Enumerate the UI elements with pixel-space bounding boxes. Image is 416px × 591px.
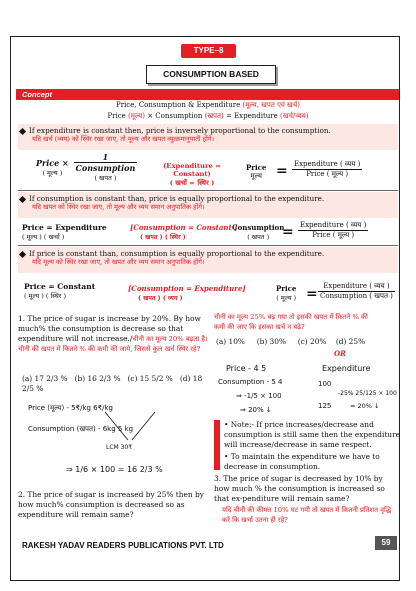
eq3-num: Expenditure ( व्यय ): [318, 282, 395, 292]
eq3-l-hi: ( मूल्य ) ( स्थिर ): [24, 292, 66, 300]
f2-cons: × Consumption: [147, 112, 203, 120]
eq3-den: Consumption ( खपत ): [320, 292, 393, 300]
q2-opt-c: (c) 20%: [297, 337, 327, 346]
question-1: [18, 314, 208, 354]
bullet3-hi: यदि मूल्य को स्थिर रखा जाए, तो खपत और व्यय समान अनुपातिक होंगे।: [32, 258, 205, 266]
q1-options: [22, 374, 212, 394]
eq3-mid-hi: ( खपत ) ( व्यय ): [138, 295, 183, 302]
or-label: OR: [334, 349, 346, 358]
formula1-en: Price, Consumption & Expenditure: [116, 101, 241, 109]
f2-exp-hi: (खर्च/व्यय): [280, 112, 309, 120]
diamond-bullet-icon: [19, 195, 26, 202]
eq2-mid: [130, 223, 237, 241]
eq1-equals: =: [276, 163, 288, 179]
concept-label: Concept: [22, 90, 52, 99]
bullet-3: [20, 249, 392, 267]
q1-opt-d: (d) 18 2/5 %: [22, 374, 203, 393]
f2-cons-hi: (खपत): [204, 112, 224, 120]
question-3: 3. The price of sugar is decreased by 10% by how much % the consumption is increased so that ex-penditure will remain same?: [214, 474, 385, 503]
eq2-fraction: [298, 221, 368, 240]
question-2: 2. The price of sugar is increased by 25% then by how much% consumption is decreased so as expenditure will remain same?: [18, 490, 204, 519]
f2-price-hi: (मूल्य): [128, 112, 145, 120]
eq1-r-price: Price: [246, 163, 267, 172]
handwritten-125: 125: [318, 402, 332, 410]
eq2-left: [22, 223, 107, 241]
q2-options: [216, 337, 402, 347]
eq2-l: Price = Expenditure: [22, 223, 107, 232]
eq1-price-hi: ( मूल्य ): [42, 168, 63, 177]
q2-opt-d: (d) 25%: [335, 337, 366, 346]
diamond-bullet-icon: [19, 250, 26, 257]
eq2-num: Expenditure ( व्यय ): [300, 221, 367, 229]
eq3-right-label: [276, 284, 296, 302]
bullet-2: [20, 194, 392, 212]
formula1-hi: (मूल्य, खपत एवं खर्च): [242, 101, 300, 109]
bullet2-hi: यदि खपत को स्थिर रखा जाए, तो मूल्य और व्यय समान अनुपातिक होंगे।: [32, 203, 205, 211]
eq1-cons-hi: ( खपत ): [94, 174, 117, 182]
eq2-mid-hi: ( खपत ) ( स्थिर ): [140, 234, 186, 241]
bullet3-en: If price is constant than, consumption is equally proportional to the expenditure.: [29, 249, 325, 258]
f2-exp: = Expenditure: [225, 112, 278, 120]
eq1-fraction: [292, 160, 362, 179]
handwritten-consumption-2: Consumption - 5 4: [218, 378, 283, 386]
bullet1-en: If expenditure is constant then, price is inversely proportional to the consumption.: [29, 126, 331, 135]
type-badge: TYPE–8: [181, 44, 236, 58]
q1-hi: चीनी का मूल्य 20% बढ़ता है। चीनी की खपत में कितने % की कमी की जाये, जिससे कुल खर्च स्थिर रहे?: [18, 335, 208, 353]
handwritten-answer: ⇒ 1/6 × 100 = 16 2/3 %: [66, 465, 163, 474]
eq3-l: Price = Constant: [24, 282, 96, 291]
q1-opt-c: (c) 15 5/2 %: [127, 374, 173, 383]
eq1-r-price-hi: मूल्य: [250, 172, 262, 180]
handwritten-100: 100: [318, 380, 332, 388]
note-block: [224, 420, 400, 472]
eq1-price: Price ×: [36, 157, 69, 168]
handwritten-price-2: Price - 4 5: [226, 364, 267, 373]
note-1: • Note:- If price increases/decrease and consumption is still same then the expenditure will increase/decrease in same respect.: [224, 420, 400, 449]
eq1-den: Price ( मूल्य ): [306, 170, 349, 178]
eq3-left: [24, 282, 95, 300]
eq2-den: Price ( मूल्य ): [312, 231, 355, 239]
eq3-equals: =: [306, 286, 318, 302]
eq3-r: Price: [276, 284, 297, 293]
eq1-right-label: [246, 163, 266, 181]
note-2: • To maintain the expenditure we have to decrease in consumption.: [224, 452, 380, 471]
eq3-r-hi: ( मूल्य ): [276, 294, 297, 302]
handwritten-calc: -25% 25/125 × 100: [338, 390, 397, 397]
eq2-right-label: [232, 223, 284, 241]
handwritten-result: = 20% ↓: [350, 402, 380, 410]
eq1-cons: Consumption: [75, 163, 136, 173]
eq2-r-hi: ( खपत ): [247, 233, 270, 241]
bullet1-hi: यदि खर्च (व्यय) को स्थिर रखा जाए, तो मूल्य और खपत व्युत्क्रमानुपाती होंगे।: [32, 135, 215, 143]
divider: [18, 245, 398, 246]
eq1-mid-hi: ( खर्चो = स्थिर ): [169, 179, 215, 187]
q1-en: 1. The price of sugar is increase by 20%. By how much% the consumption is decrease so that expenditure will not increase./: [18, 314, 201, 343]
q2-hi-line1: चीनी का मूल्य 25% बढ़ गया तो इसकी खपत में कितने % की: [214, 313, 368, 321]
eq2-mid-en: [Consumption = Constant ]: [130, 223, 238, 232]
bullet-1: [20, 126, 392, 144]
eq2-l-hi: ( मूल्य ) ( खर्चा ): [22, 233, 65, 241]
q1-opt-b: (b) 16 2/3 %: [74, 374, 121, 383]
eq1-one: 1: [74, 152, 138, 163]
eq1-left: [36, 152, 137, 182]
handwritten-lcm: LCM 30₹: [106, 444, 133, 451]
page-number: 59: [375, 536, 397, 550]
handwritten-step-1: ⇒ -1/5 × 100: [236, 392, 282, 400]
formula-line-2: [0, 112, 416, 121]
eq1-mid: [146, 162, 238, 187]
handwritten-consumption: Consumption (खपत) - 6kg 5 kg: [28, 425, 134, 433]
formula-line-1: [0, 101, 416, 110]
footer-publisher: RAKESH YADAV READERS PUBLICATIONS PVT. LTD: [22, 541, 224, 550]
q1-opt-a: (a) 17 2/3 %: [22, 374, 68, 383]
eq3-fraction: [318, 282, 395, 301]
q2-opt-b: (b) 30%: [256, 337, 286, 346]
f2-price: Price: [107, 112, 126, 120]
section-title: CONSUMPTION BASED: [146, 65, 276, 84]
note-accent-bar: [214, 420, 220, 470]
diamond-bullet-icon: [19, 127, 26, 134]
divider: [18, 190, 398, 191]
eq1-num: Expenditure ( व्यय ): [294, 160, 361, 168]
q2-hi-line2: कमी की जाए कि इसका खर्च न बढ़े?: [214, 323, 305, 331]
eq3-mid: [128, 284, 246, 302]
eq1-mid-en: (Expenditure = Constant): [163, 162, 221, 178]
q2-hindi: [214, 312, 400, 332]
cross-arrows-icon: [100, 410, 160, 444]
handwritten-step-2: ⇒ 20% ↓: [240, 406, 272, 414]
handwritten-expenditure: Expenditure: [322, 364, 371, 373]
q3-hi: यदि चीनी की कीमत 10% घट गयी तो खपत में कितनी प्रतिशत वृद्धि करें कि खर्चा उतना ही रहे?: [222, 506, 392, 524]
concept-bar: [16, 89, 399, 100]
eq2-r: Consumption: [232, 223, 285, 232]
handwritten-price: Price (मूल्य) - 5₹/kg 6₹/kg: [28, 404, 113, 412]
q2-opt-a: (a) 10%: [216, 337, 245, 346]
eq3-mid-en: [Consumption = Expenditure]: [128, 284, 246, 293]
eq2-equals: =: [282, 224, 294, 240]
bullet2-en: If consumption is constant than, price is equally proportional to the expenditure.: [29, 194, 325, 203]
